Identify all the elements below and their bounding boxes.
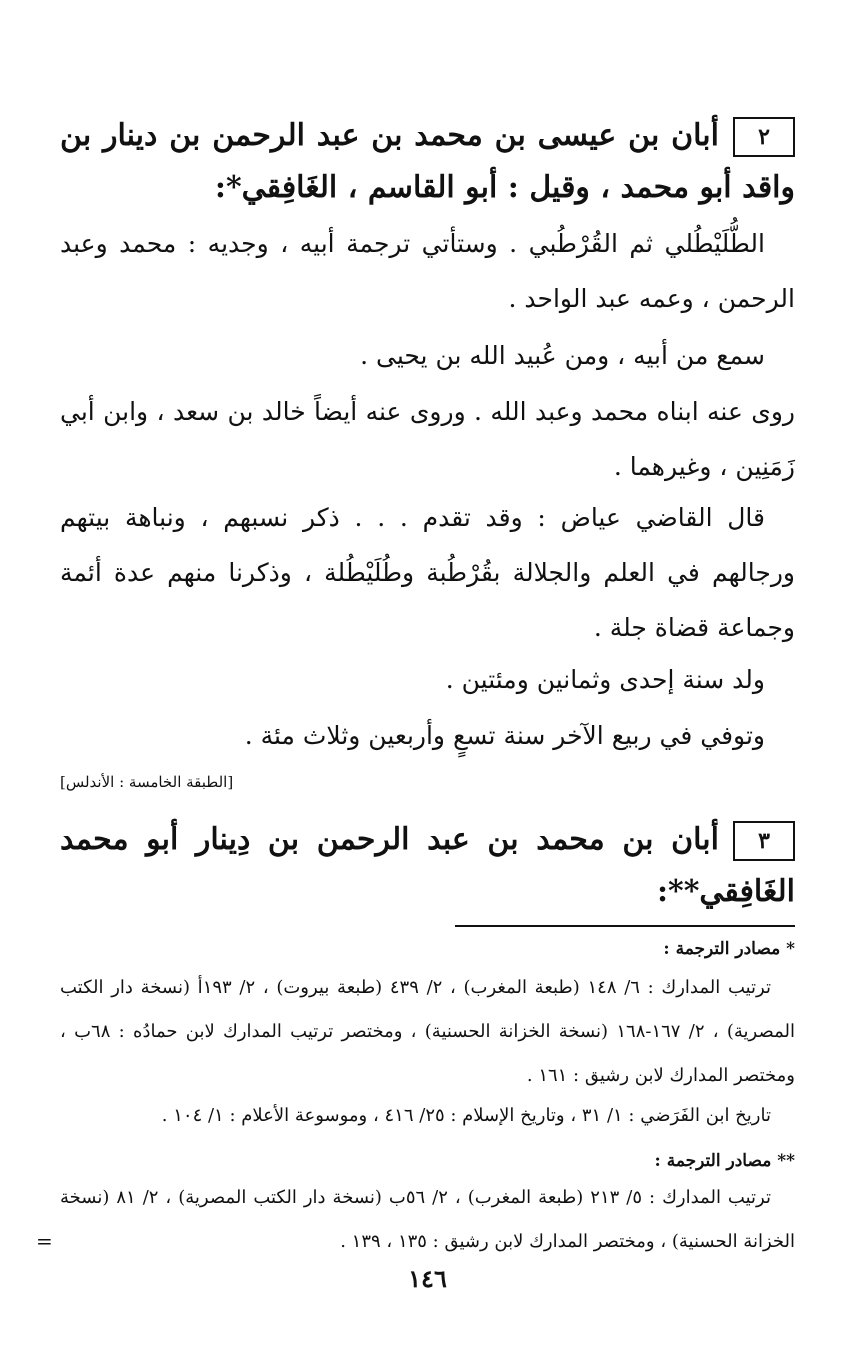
footnote-divider: [455, 925, 795, 927]
body-paragraph: قال القاضي عياض : وقد تقدم . . . ذكر نسبهم ، ونباهة بيتهم ورجالهم في العلم والجلالة بقُرْطُبة وطُلَيْطُلة ، وذكرنا منهم عدة أئمة وجماعة قضاة جلة .: [60, 503, 795, 642]
section-tag: [الطبقة الخامسة : الأندلس]: [60, 773, 234, 791]
entry-heading-text: أبان بن محمد بن عبد الرحمن بن دِينار أبو محمد الغَافِقي**:: [60, 822, 795, 909]
body-paragraph: وتوفي في ربيع الآخر سنة تسعٍ وأربعين وثلاث مئة .: [244, 721, 765, 750]
entry-heading: [60, 814, 795, 918]
continuation-mark: =: [36, 1229, 53, 1253]
footnote-paragraph: ترتيب المدارك : ٥/ ٢١٣ (طبعة المغرب) ، ٢/ ٥٦ب (نسخة دار الكتب المصرية) ، ٢/ ٨١ (نسخة الخزانة الحسنية) ، ومختصر المدارك لابن رشيق : ١٣٥ ، ١٣٩ .: [60, 1187, 795, 1252]
footnote-paragraph: تاريخ ابن الفَرَضي : ١/ ٣١ ، وتاريخ الإسلام : ٢٥/ ٤١٦ ، وموسوعة الأعلام : ١/ ١٠٤ .: [161, 1105, 771, 1126]
body-paragraph: سمع من أبيه ، ومن عُبيد الله بن يحيى .: [360, 341, 765, 370]
entry-heading-text: أبان بن عيسى بن محمد بن عبد الرحمن بن دينار بن واقد أبو محمد ، وقيل : أبو القاسم ، الغَافِقي*:: [60, 118, 795, 205]
footnote-title: ** مصادر الترجمة :: [654, 1151, 795, 1171]
footnote-paragraph: ترتيب المدارك : ٦/ ١٤٨ (طبعة المغرب) ، ٢/ ٤٣٩ (طبعة بيروت) ، ٢/ ١٩٣أ (نسخة دار الكتب المصرية) ، ٢/ ١٦٧-١٦٨ (نسخة الخزانة الحسنية) ، ومختصر ترتيب المدارك لابن حمادُه : ٦٨ب ، ومختصر المدارك لابن رشيق : ١٦١ .: [60, 977, 795, 1086]
body-paragraph: روى عنه ابناه محمد وعبد الله . وروى عنه أيضاً خالد بن سعد ، وابن أبي زَمَنِين ، وغيرهما .: [60, 397, 795, 481]
body-paragraph: ولد سنة إحدى وثمانين ومئتين .: [445, 665, 765, 694]
entry-number-box: ٣: [733, 821, 795, 861]
entry-heading: [60, 110, 795, 214]
entry-number-box: ٢: [733, 117, 795, 157]
footnote-title: * مصادر الترجمة :: [663, 939, 795, 959]
body-paragraph: الطُّلَيْطُلي ثم القُرْطُبي . وستأتي ترجمة أبيه ، وجديه : محمد وعبد الرحمن ، وعمه عبد الواحد .: [60, 229, 795, 313]
page-number: ١٤٦: [408, 1264, 447, 1293]
